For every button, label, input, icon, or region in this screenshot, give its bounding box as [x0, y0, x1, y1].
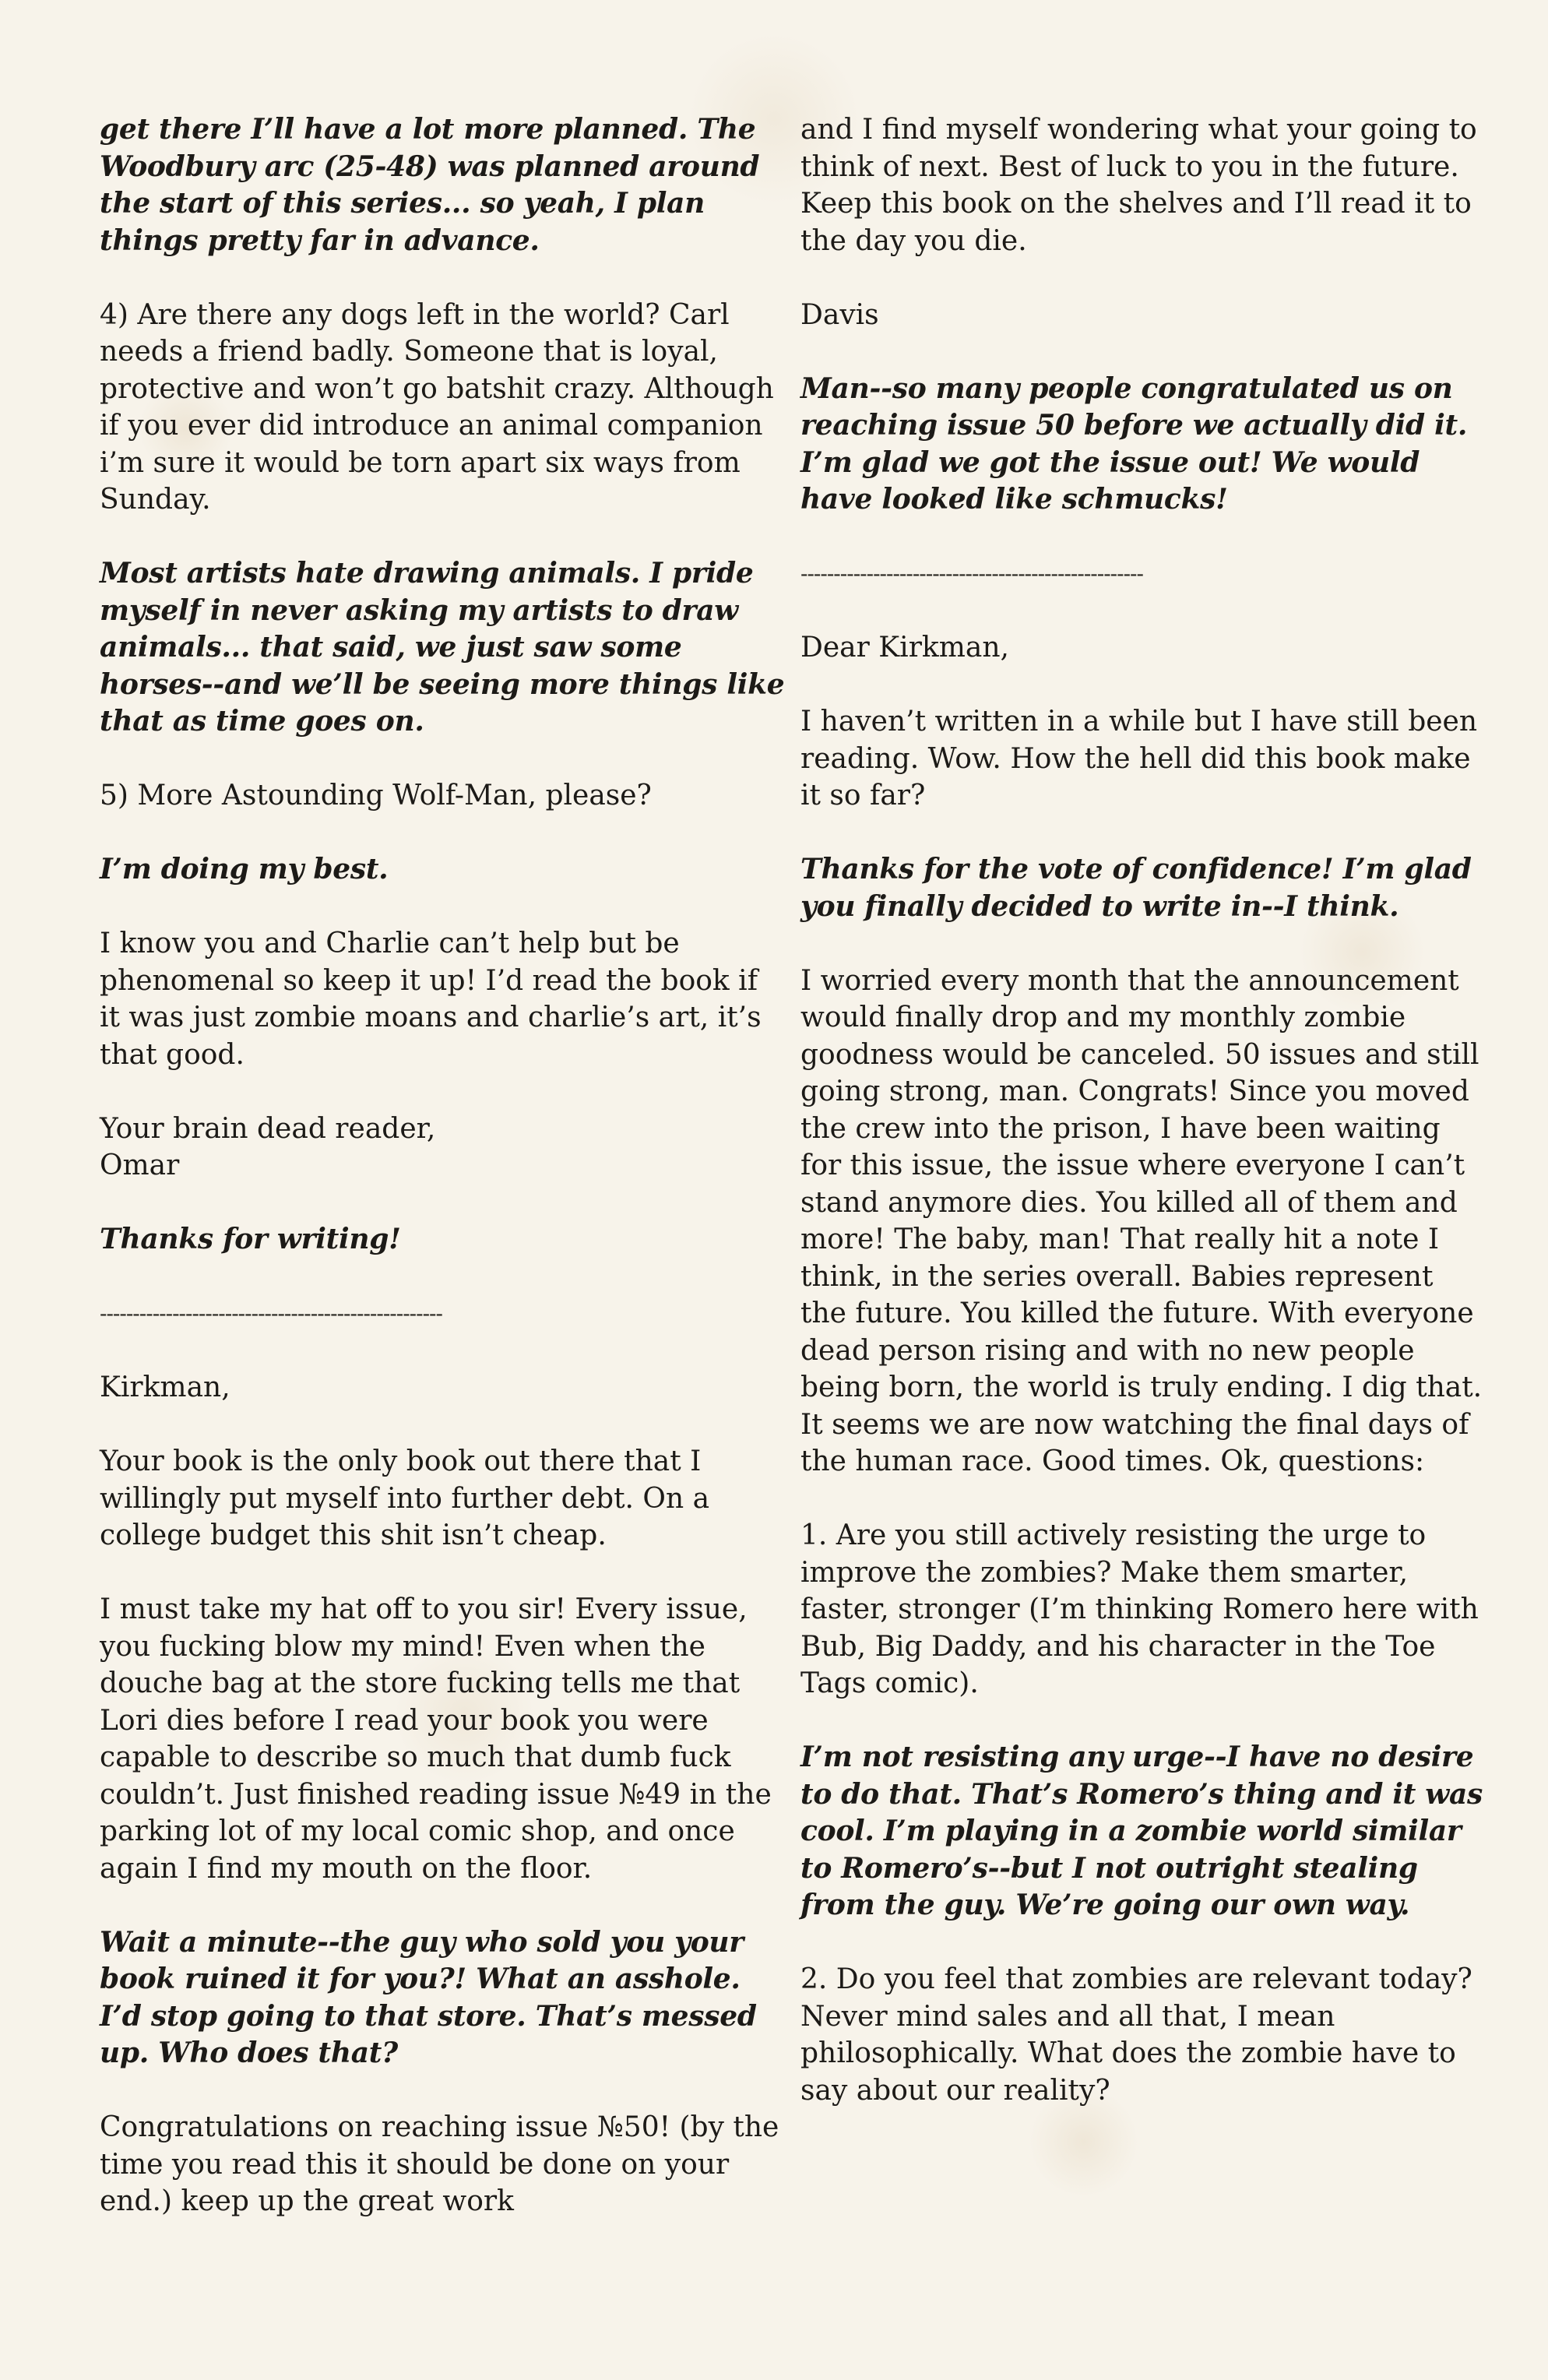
reader-letter-paragraph: I haven’t written in a while but I have still been reading. Wow. How the hell did this book make it so far?	[800, 706, 1478, 812]
reader-letter-paragraph: Congratulations on reaching issue №50! (by the time you read this it should be done on your end.) keep up the great work	[100, 2111, 779, 2217]
letter-salutation: Kirkman,	[100, 1371, 230, 1403]
left-column	[100, 111, 785, 2257]
editor-reply: Man--so many people congratulated us on reaching issue 50 before we actually did it. I’m glad we got the issue out! We would have looked like schmucks!	[800, 371, 1468, 516]
reader-letter-paragraph: I know you and Charlie can’t help but be phenomenal so keep it up! I’d read the book if it was just zombie moans and charlie’s art, it’s that good.	[100, 928, 762, 1071]
reader-letter-paragraph: 4) Are there any dogs left in the world? Carl needs a friend badly. Someone that is loyal, protective and won’t go batshit crazy. Although if you ever did introduce an animal companion i’m sure it would be torn apart six ways from Sunday.	[100, 298, 774, 516]
editor-reply: I’m doing my best.	[100, 853, 389, 885]
editor-reply: get there I’ll have a lot more planned. The Woodbury arc (25-48) was planned around the start of this series... so yeah, I plan things pretty far in advance.	[100, 113, 760, 257]
letter-signature: Your brain dead reader, Omar	[100, 1112, 436, 1181]
letter-salutation: Dear Kirkman,	[800, 632, 1009, 664]
letter-signature: Davis	[800, 298, 879, 331]
reader-letter-paragraph: 5) More Astounding Wolf-Man, please?	[100, 780, 652, 812]
editor-reply: Thanks for writing!	[100, 1223, 401, 1255]
reader-letter-paragraph: 1. Are you still actively resisting the urge to improve the zombies? Make them smarter, faster, stronger (I’m thinking Romero here with Bub, Big Daddy, and his character in the Toe Tags comic).	[800, 1519, 1479, 1699]
right-column	[800, 111, 1486, 2146]
editor-reply: I’m not resisting any urge--I have no desire to do that. That’s Romero’s thing and it was cool. I’m playing in a zombie world similar to Romero’s--but I not outright stealing from the guy. We’re going our own way.	[800, 1741, 1483, 1921]
reader-letter-paragraph: and I find myself wondering what your going to think of next. Best of luck to you in the future. Keep this book on the shelves and I’ll read it to the day you die.	[800, 114, 1477, 257]
editor-reply: Most artists hate drawing animals. I pride myself in never asking my artists to draw animals... that said, we just saw some horses--and we’ll be seeing more things like that as time goes on.	[100, 557, 785, 738]
editor-reply: Thanks for the vote of confidence! I’m glad you finally decided to write in--I think.	[800, 853, 1472, 923]
letter-divider: ----------------------------------------------------	[800, 561, 1143, 586]
editor-reply: Wait a minute--the guy who sold you your book ruined it for you?! What an asshole. I’d stop going to that store. That’s messed up. Who does that?	[100, 1925, 757, 2069]
letter-divider: ----------------------------------------------------	[100, 1301, 442, 1326]
reader-letter-paragraph: I worried every month that the announcement would finally drop and my monthly zombie goodness would be canceled. 50 issues and still going strong, man. Congrats! Since you moved the crew into the prison, I have been waiting for this issue, the issue where everyone I can’t stand anymore dies. You killed all of them and more! The baby, man! That really hit a note I think, in the series overall. Babies represent the future. You killed the future. With everyone dead person rising and with no new people being born, the world is truly ending. I dig that. It seems we are now watching the final days of the human race. Good times. Ok, questions:	[800, 964, 1483, 1477]
reader-letter-paragraph: Your book is the only book out there that I willingly put myself into further debt. On a college budget this shit isn’t cheap.	[100, 1445, 710, 1551]
reader-letter-paragraph: 2. Do you feel that zombies are relevant today? Never mind sales and all that, I mean philosophically. What does the zombie have to say about our reality?	[800, 1963, 1472, 2107]
reader-letter-paragraph: I must take my hat off to you sir! Every issue, you fucking blow my mind! Even when the douche bag at the store fucking tells me that Lori dies before I read your book you were capable to describe so much that dumb fuck couldn’t. Just finished reading issue №49 in the parking lot of my local comic shop, and once again I find my mouth on the floor.	[100, 1593, 772, 1885]
